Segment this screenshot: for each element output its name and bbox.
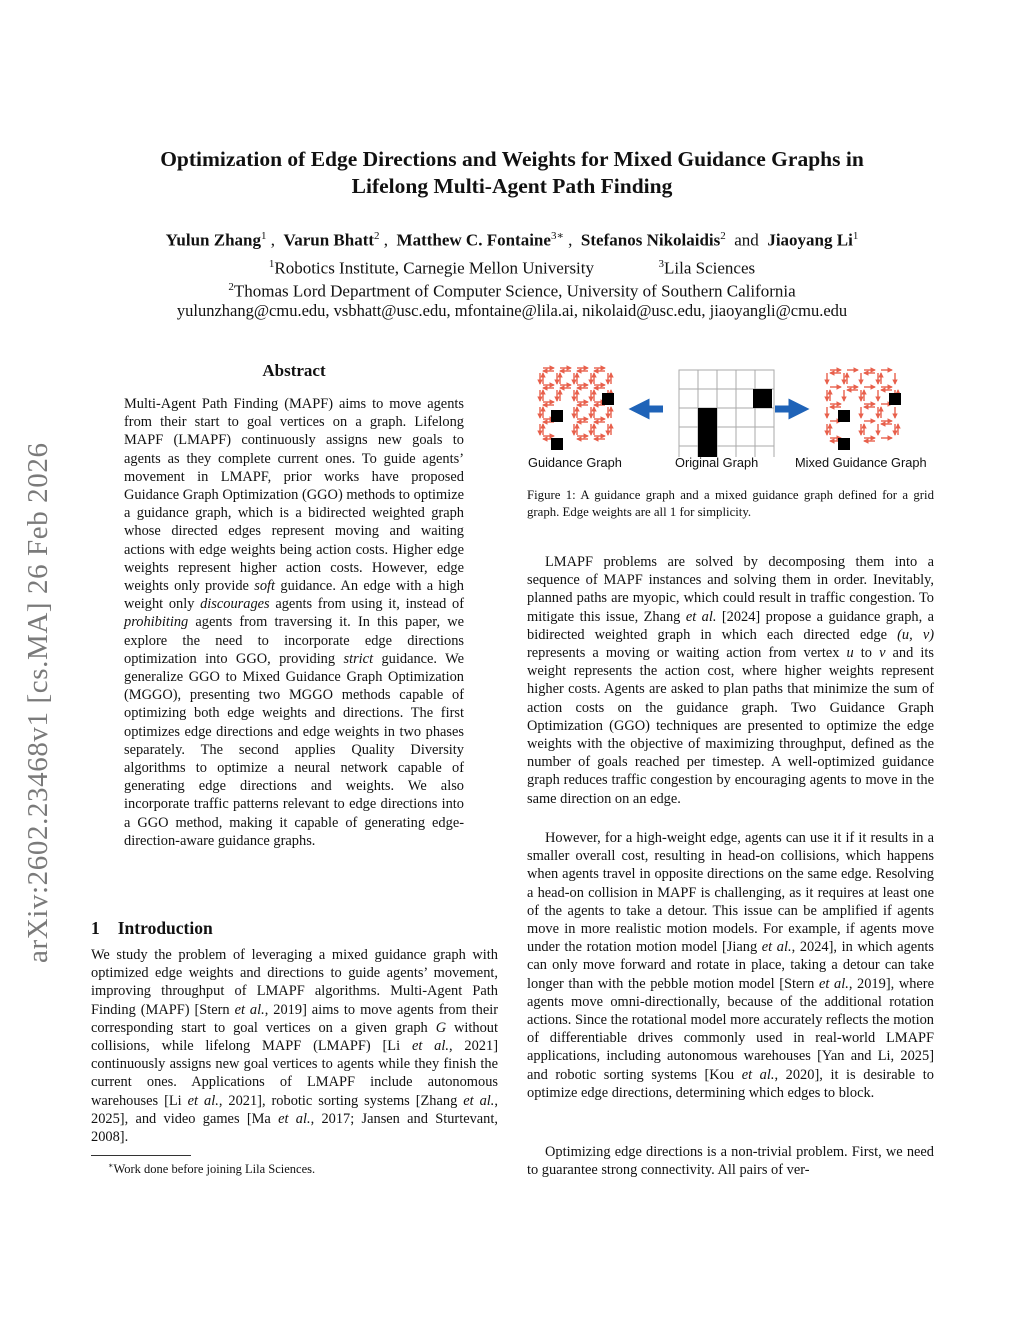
abstract-p4: agents from traversing it. In this paper, we explore the need to incorporate edge directions optimization into GGO, providing — [124, 614, 464, 667]
affiliation-line-2 — [60, 276, 964, 303]
right-text: LMAPF problems are solved by decomposing them into a sequence of MAPF instances and solving them in order. Inevitably, planned paths are myopic, which could result in traffic congestion. To mitigate this issue, Zhang — [527, 554, 934, 625]
cite-etal: et al. — [741, 1066, 775, 1083]
abstract-p1: Multi-Agent Path Finding (MAPF) aims to move agents from their start to goal vertices on a graph. Lifelong MAPF (LMAPF) continuously assigns new goals to agents as they complete current ones. To guide agents’ movement in LMAPF, prior works have proposed Guidance Graph Optimization (GGO) methods to optimize a guidance graph, which is a bidirected weighted graph whose directed edges represent moving and waiting actions with edge weights being action costs. Higher edge weights represent higher action costs. However, edge weights only provide — [124, 396, 464, 595]
grid-cell — [736, 408, 755, 427]
right-text: represents a moving or waiting action from vertex — [527, 645, 847, 662]
footnote — [108, 1161, 315, 1177]
paper-title — [100, 146, 924, 200]
right-text: , 2020], it is desirable to optimize edge directions, determining which edges to block. — [527, 1066, 934, 1101]
obstacle-cell — [602, 393, 614, 405]
intro-text-2: , 2019] aims to move agents from their corresponding start to goal vertices on a given graph — [91, 1001, 499, 1036]
intro-text-1: We study the problem of leveraging a mixed guidance graph with optimized edge weights and directions to guide agents’ movement, improving throughput of LMAPF algorithms. Multi-Agent Path Finding (MAPF) [Stern — [91, 947, 498, 1018]
author-sup: 1 — [260, 230, 267, 242]
figure-1-caption: Figure 1: A guidance graph and a mixed guidance graph defined for a grid graph. Edge weights are all 1 for simplicity. — [527, 488, 934, 519]
affiliation-cmu: Robotics Institute, Carnegie Mellon University — [274, 258, 595, 278]
mixed-guidance-graph — [824, 367, 915, 457]
grid-cell — [698, 389, 717, 408]
title-line-1: Optimization of Edge Directions and Weights for Mixed Guidance Graphs in — [160, 147, 864, 171]
math-G: G — [435, 1019, 447, 1036]
label-original-graph: Original Graph — [675, 455, 759, 470]
grid-cell — [755, 408, 774, 427]
intro-text-4: , 2021] continuously assigns new goal vertices to agents while they finish the current ones. Applications of LMAPF include autonomous warehouses [Li — [91, 1038, 498, 1109]
right-text: , 2019], where agents move omni-directionally, because of the additional rotation actions. Since the rotational model more accurately reflects the motion of differentiable drives commonly used in real-world LMAPF applications, including autonomous warehouses [Yan and Li, 2025] and robotic sorting systems [Kou — [527, 975, 934, 1083]
right-text: to — [853, 645, 880, 662]
cite-etal: et al. — [463, 1092, 495, 1109]
section-heading-introduction — [91, 918, 231, 939]
author-name: Yulun Zhang — [165, 230, 261, 250]
abstract-p3: agents from using it, instead of — [269, 596, 464, 613]
obstacle-cell — [838, 410, 850, 422]
grid-cell — [717, 389, 736, 408]
intro-text-5: , 2021], robotic sorting systems [Zhang — [218, 1092, 464, 1109]
and-word: and — [734, 230, 759, 250]
obstacle-cell — [838, 438, 850, 450]
right-text: [2024] propose a guidance graph, a bidirected weighted graph in which each directed edge — [527, 608, 934, 643]
obstacle-cell — [551, 438, 563, 450]
cite-etal: et al. — [685, 608, 717, 625]
affiliation-usc: Thomas Lord Department of Computer Science, University of Southern California — [233, 281, 796, 301]
footnote-mark: ∗ — [108, 1161, 114, 1170]
figure-1-graphic — [527, 362, 937, 457]
grid-cell — [717, 370, 736, 389]
abstract-em-strict: strict — [343, 650, 374, 667]
grid-cell — [755, 370, 774, 389]
author-sup: 2 — [720, 230, 726, 242]
obstacle-cell — [753, 389, 772, 408]
label-mixed-guidance-graph: Mixed Guidance Graph — [795, 455, 927, 470]
abstract-p5: guidance. We generalize GGO to Mixed Guidance Graph Optimization (MGGO), presenting two MGGO methods capable of optimizing both edge weights and directions. The first optimizes edge directions and edge weights in two phases separately. The second applies Quality Diversity algorithms to optimize a neural network capable of generating edge directions and weights. We also incorporate traffic patterns relevant to edge directions into a GGO method, making it capable of generating edge-direction-aware guidance graphs. — [124, 650, 464, 849]
intro-text-7: , 2017; Jansen and Sturtevant, 2008]. — [91, 1110, 498, 1146]
right-text: , 2024], in which agents can only move forward and rotate in place, taking a detour can take longer than with the pebble motion model [Stern — [527, 939, 934, 992]
cite-etal: et al. — [411, 1038, 449, 1055]
obstacle-cell — [889, 393, 901, 405]
author-sup: 2 — [374, 230, 380, 242]
author-list: Yulun Zhang$^1$ , Varun Bhatt$^2$ , Matthew C. Fontaine$^{3∗}$ , Stefanos Nikolaidis$^2$ and Jiaoyang Li$^1$ — [165, 230, 859, 250]
guidance-graph — [537, 367, 628, 457]
abstract-heading: Abstract — [262, 361, 326, 380]
cite-etal: et al. — [819, 975, 849, 992]
grid-cell — [679, 370, 698, 389]
right-paragraph-2 — [527, 829, 934, 1102]
grid-cell — [679, 427, 698, 446]
affiliation-lila: Lila Sciences — [664, 258, 756, 278]
grid-cell — [755, 427, 774, 446]
footnote-text: Work done before joining Lila Sciences. — [113, 1162, 316, 1177]
grid-cell — [736, 427, 755, 446]
abstract-em-discourages: discourages — [200, 596, 270, 613]
grid-cell — [679, 389, 698, 408]
original-graph — [679, 370, 774, 457]
right-paragraph-3: Optimizing edge directions is a non-trivial problem. First, we need to guarantee strong connectivity. All pairs of ver- — [527, 1144, 934, 1179]
section-title: Introduction — [117, 918, 213, 938]
author-name: Stefanos Nikolaidis — [580, 230, 721, 250]
obstacle-cell — [698, 408, 717, 457]
right-paragraph-1 — [527, 553, 934, 808]
intro-text-3: without collisions, while lifelong MAPF (LMAPF) [Li — [91, 1019, 498, 1055]
author-name: Matthew C. Fontaine — [396, 230, 551, 250]
math-u: u — [846, 645, 854, 662]
math-v: v — [879, 645, 886, 662]
abstract-em-soft: soft — [254, 578, 276, 595]
arxiv-sidebar-id: arXiv:2602.23468v1 [cs.MA] 26 Feb 2026 — [22, 442, 54, 963]
cite-etal: et al. — [234, 1001, 265, 1018]
right-text: and its weight represents the action cost, where higher weights represent higher costs. Agents are asked to plan paths that minimize the sum of action costs on the guidance graph. Two Guidance Graph Optimization (GGO) techniques are presented to optimize the edge weights with the objective of maximizing throughput, defined as the number of goals reached per timestep. A well-optimized guidance graph reduces traffic congestion by encouraging agents to move in the same direction on an edge. — [527, 645, 934, 807]
author-emails: yulunzhang@cmu.edu, vsbhatt@usc.edu, mfontaine@lila.ai, nikolaid@usc.edu, jiaoyangli@cmu.edu — [176, 301, 848, 320]
author-name: Jiaoyang Li — [767, 230, 853, 250]
author-sup: 3∗ — [550, 230, 564, 242]
footnote-rule — [91, 1155, 191, 1156]
abstract-p2: guidance. An edge with a high weight only — [124, 578, 465, 613]
cite-etal: et al. — [761, 939, 792, 956]
abstract-em-prohibiting: prohibiting — [124, 614, 189, 631]
label-guidance-graph: Guidance Graph — [528, 455, 622, 470]
grid-cell — [698, 370, 717, 389]
cite-etal: et al. — [278, 1110, 311, 1127]
obstacle-cell — [551, 410, 563, 422]
grid-cell — [736, 389, 755, 408]
intro-text-6: , 2025], and video games [Ma — [91, 1092, 499, 1127]
author-sup: 1 — [852, 230, 859, 242]
author-name: Varun Bhatt — [283, 230, 375, 250]
math-uv: (u, v) — [897, 626, 934, 643]
section-number: 1 — [91, 918, 100, 938]
affil-sup: 2 — [228, 281, 234, 293]
right-text: However, for a high-weight edge, agents can use it if it results in a smaller overall cost, resulting in head-on collisions, which happens when agents travel in opposite directions on the same edge. Resolving a head-on collision in MAPF is challenging, as it requires at least one of the agents to take a detour. This issue can be amplified if agents move in more realistic motion models. For example, if agents move under the rotation motion model [Jiang — [527, 830, 934, 956]
grid-cell — [679, 408, 698, 427]
intro-paragraph — [91, 946, 498, 1146]
grid-cell — [717, 427, 736, 446]
title-line-2: Lifelong Multi-Agent Path Finding — [351, 174, 673, 198]
grid-cell — [717, 408, 736, 427]
grid-cell — [736, 370, 755, 389]
affil-sup: 1 — [268, 258, 275, 270]
abstract-text — [124, 395, 464, 850]
cite-etal: et al. — [187, 1092, 219, 1109]
affil-sup: 3 — [658, 258, 665, 270]
